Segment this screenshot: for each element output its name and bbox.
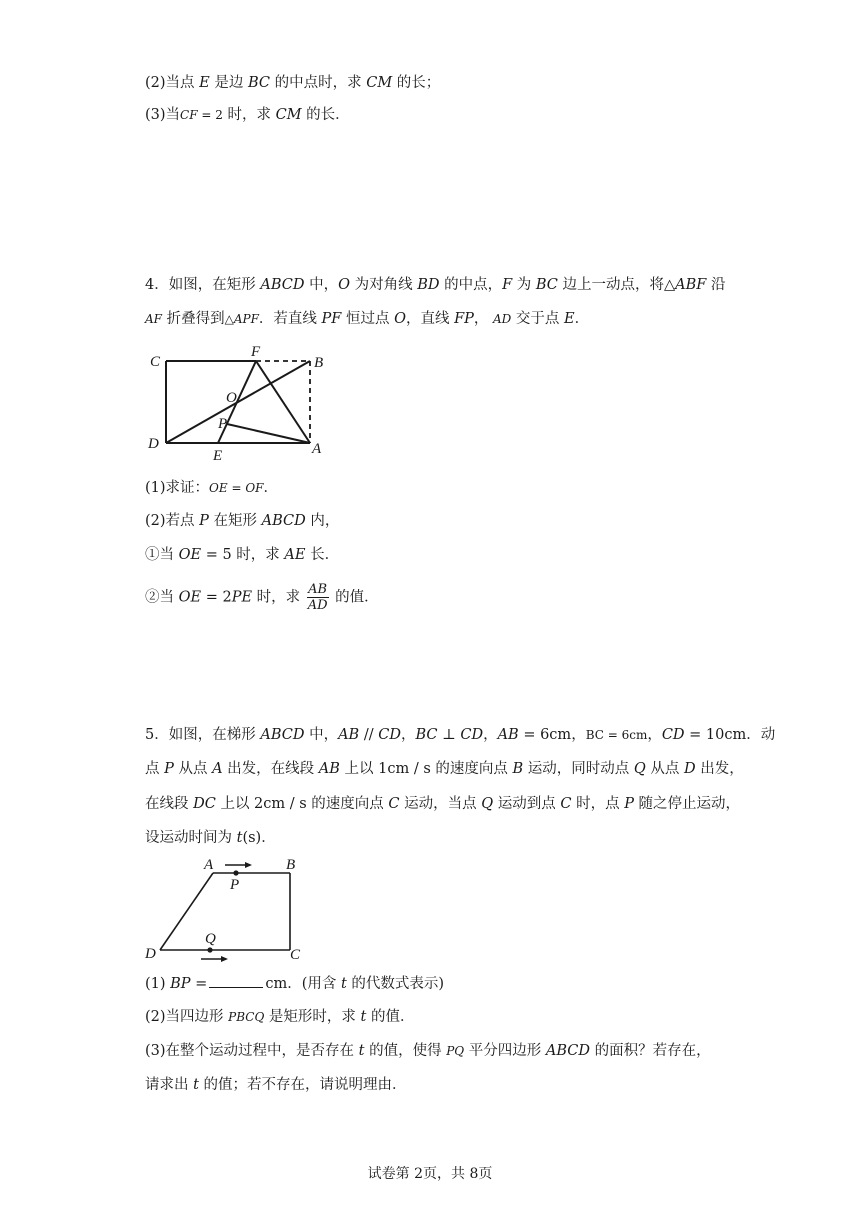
math-var: AF — [145, 312, 162, 326]
math-expr: BC = 6cm — [585, 728, 648, 742]
problem5-line4 — [145, 828, 276, 848]
label-F: F — [251, 344, 261, 360]
text: ． — [574, 311, 590, 327]
math-var: B — [512, 761, 524, 777]
math-var: O — [394, 311, 406, 327]
text: 为 — [512, 277, 536, 293]
math-expr: = 2 — [197, 108, 223, 122]
text: 的值． — [330, 589, 379, 606]
math-var: PBCQ — [228, 1010, 265, 1024]
math-expr: = 6cm — [518, 727, 572, 743]
prev-part3 — [145, 105, 350, 125]
math-var: ABCD — [261, 513, 306, 529]
math-expr: OE = OF — [209, 481, 264, 495]
label-B: B — [286, 857, 296, 873]
math-var: t — [360, 1009, 367, 1025]
text: 从点 — [645, 761, 684, 777]
text: 运动，同时动点 — [523, 761, 634, 777]
text: 边上一动点，将△ — [557, 277, 676, 293]
math-var: CF — [180, 108, 198, 122]
math-var: PF — [321, 311, 342, 327]
math-var: Q — [481, 796, 494, 812]
text: 为对角线 — [349, 277, 418, 293]
math-var: AE — [284, 547, 306, 563]
prev-part2 — [145, 73, 440, 93]
text: ，直线 — [405, 311, 455, 327]
math-var: D — [684, 761, 696, 777]
problem4-line1 — [145, 275, 725, 295]
math-var: FP — [454, 311, 474, 327]
text: (3)当 — [145, 107, 181, 123]
text: 长． — [305, 547, 340, 563]
math-var: AD — [493, 312, 512, 326]
page-footer: 试卷第 2页，共 8页 — [367, 1166, 493, 1182]
problem5-q3-line2 — [145, 1075, 407, 1095]
label-A: A — [312, 441, 322, 457]
math-var: C — [388, 796, 400, 812]
text: = — [190, 976, 208, 992]
text: 中， — [304, 277, 339, 293]
arrow-Q-icon — [221, 956, 228, 962]
math-var: t — [236, 830, 243, 846]
math-var: BC — [247, 75, 270, 91]
text: 运动，当点 — [399, 796, 482, 812]
math-var: BC — [415, 727, 438, 743]
label-P: P — [230, 877, 240, 893]
problem5-line1 — [145, 725, 775, 745]
text: (2)若点 — [145, 513, 200, 529]
math-var: AB — [318, 761, 340, 777]
text: 的中点， — [439, 277, 503, 293]
label-D: D — [148, 436, 159, 452]
math-var: A — [212, 761, 223, 777]
text: ， — [473, 311, 494, 327]
point-Q — [207, 947, 212, 952]
math-symbol: // — [359, 727, 379, 743]
math-var: P — [624, 796, 634, 812]
math-var: AB — [497, 727, 519, 743]
arrow-P-icon — [245, 862, 252, 868]
text: 的值，使得 — [364, 1043, 447, 1059]
label-B: B — [314, 355, 324, 371]
text: 从点 — [173, 761, 213, 777]
text: ． — [263, 480, 278, 496]
text: 的长． — [301, 107, 350, 123]
fraction-AB-over-AD — [307, 582, 329, 613]
math-expr: = 2 — [201, 589, 232, 606]
text: (1)求证： — [145, 480, 210, 496]
text: ．若直线 — [258, 311, 322, 327]
text: = 10cm．动 — [684, 727, 776, 743]
label-C: C — [290, 947, 301, 963]
math-var: CM — [366, 75, 393, 91]
text: ， — [571, 727, 586, 743]
math-var: E — [199, 75, 210, 91]
math-var: CM — [275, 107, 302, 123]
text: ， — [400, 727, 416, 743]
math-var: P — [199, 513, 209, 529]
rectangle-figure — [140, 340, 340, 465]
math-var: CD — [460, 727, 484, 743]
text: 5．如图，在梯形 — [145, 727, 261, 743]
math-var: ABCD — [260, 277, 305, 293]
problem4-q2i — [145, 545, 339, 565]
text: 平分四边形 — [464, 1043, 546, 1059]
math-var: O — [338, 277, 350, 293]
text: 中， — [304, 727, 339, 743]
segment-FA — [256, 361, 310, 443]
text: 设运动时间为 — [145, 830, 237, 846]
text: ， — [483, 727, 498, 743]
text: 请求出 — [145, 1077, 194, 1093]
math-var: PQ — [446, 1044, 465, 1058]
text: 出发， — [695, 761, 744, 777]
text: (s)． — [242, 830, 276, 846]
text: 的值；若不存在，请说明理由． — [198, 1077, 407, 1093]
text: 4．如图，在矩形 — [145, 277, 261, 293]
text: 的代数式表示) — [346, 976, 445, 992]
label-A: A — [204, 857, 214, 873]
text: 运动到点 — [493, 796, 561, 812]
text: 上以 1cm / s 的速度向点 — [339, 761, 513, 777]
text: 沿 — [706, 277, 726, 293]
problem4-line2 — [145, 309, 589, 329]
text: 时，求 — [252, 589, 305, 606]
trapezoid-figure — [140, 855, 315, 965]
problem5-line3 — [145, 794, 740, 814]
text: 出发，在线段 — [222, 761, 319, 777]
text: 恒过点 — [341, 311, 395, 327]
label-D: D — [145, 946, 156, 962]
math-var: PE — [231, 589, 253, 606]
math-var: ABF — [675, 277, 707, 293]
text: cm．(用含 — [265, 976, 341, 992]
text: (2)当四边形 — [145, 1009, 229, 1025]
label-E: E — [213, 448, 223, 464]
text: 是矩形时，求 — [264, 1009, 361, 1025]
math-symbol: △ — [224, 312, 234, 326]
problem5-q1 — [145, 973, 444, 994]
problem5-q2 — [145, 1007, 414, 1027]
problem5-line2 — [145, 759, 744, 779]
math-var: APF — [233, 312, 259, 326]
math-var: DC — [193, 796, 216, 812]
problem4-q1 — [145, 478, 278, 498]
text: 时，点 — [571, 796, 625, 812]
math-var: ABCD — [260, 727, 305, 743]
label-P: P — [218, 416, 228, 432]
math-var: E — [564, 311, 575, 327]
math-var: BP — [170, 976, 191, 992]
answer-blank[interactable] — [209, 973, 263, 988]
label-O: O — [226, 390, 237, 406]
text: 在矩形 — [208, 513, 262, 529]
text: 时，求 — [231, 547, 285, 563]
math-var: Q — [633, 761, 646, 777]
text: 是边 — [209, 75, 248, 91]
math-expr: = 5 — [201, 547, 232, 563]
point-P — [233, 870, 238, 875]
text: 的长； — [392, 75, 441, 91]
text: (2)当点 — [145, 75, 200, 91]
text: 随之停止运动， — [633, 796, 741, 812]
fraction-denominator: AD — [307, 598, 328, 613]
problem4-q2 — [145, 511, 339, 531]
math-var: ABCD — [545, 1043, 590, 1059]
label-Q: Q — [205, 931, 216, 947]
text: ①当 — [145, 547, 179, 563]
text: 的中点时，求 — [270, 75, 367, 91]
math-var: CD — [661, 727, 685, 743]
math-var: t — [193, 1077, 199, 1093]
segment-PA — [227, 424, 310, 443]
label-C: C — [150, 354, 161, 370]
math-var: OE — [178, 547, 202, 563]
text: ②当 — [145, 589, 179, 606]
text: 上以 2cm / s 的速度向点 — [215, 796, 389, 812]
text: 折叠得到 — [162, 311, 225, 327]
text: 在线段 — [145, 796, 194, 812]
text: 时，求 — [222, 107, 276, 123]
math-var: BC — [535, 277, 558, 293]
text: 的值． — [366, 1009, 415, 1025]
text: 内， — [305, 513, 340, 529]
math-var: BD — [417, 277, 440, 293]
math-var: F — [502, 277, 513, 293]
text: 交于点 — [511, 311, 565, 327]
math-var: C — [560, 796, 572, 812]
fraction-numerator: AB — [308, 582, 328, 597]
math-symbol: ⊥ — [437, 727, 461, 743]
problem5-q3 — [145, 1041, 711, 1061]
math-var: t — [340, 976, 347, 992]
text: 点 — [145, 761, 165, 777]
text: 的面积？若存在， — [589, 1043, 711, 1059]
text: (3)在整个运动过程中，是否存在 — [145, 1043, 359, 1059]
text: ， — [647, 727, 662, 743]
math-var: CD — [378, 727, 401, 743]
problem4-q2ii — [145, 582, 379, 613]
text: (1) — [145, 976, 171, 992]
math-var: t — [358, 1043, 365, 1059]
math-var: AB — [338, 727, 360, 743]
math-var: P — [164, 761, 174, 777]
math-var: OE — [178, 589, 202, 606]
